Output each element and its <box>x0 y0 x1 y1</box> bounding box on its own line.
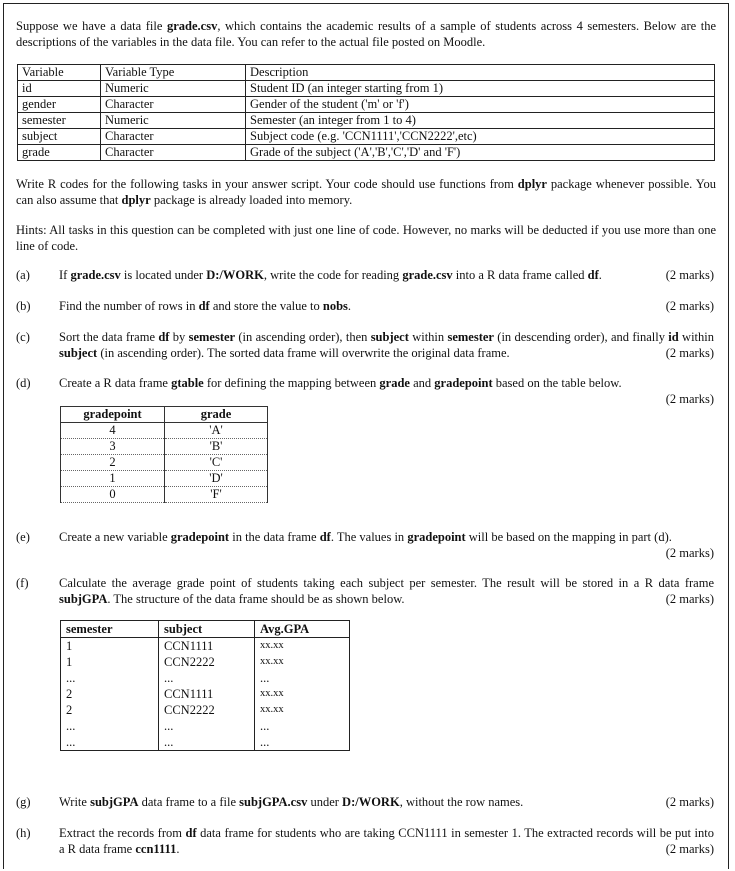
table-row: 2 'C' <box>61 455 268 471</box>
table-row: semester Numeric Semester (an integer from 1 to 4) <box>18 113 715 129</box>
table-row: 2 CCN2222 xx.xx <box>61 702 350 718</box>
table-row: 4 'A' <box>61 423 268 439</box>
table-row: grade Character Grade of the subject ('A','B','C','D' and 'F') <box>18 145 715 161</box>
table-row: 1 CCN2222 xx.xx <box>61 654 350 670</box>
table-row: semester subject Avg.GPA <box>61 621 350 638</box>
instructions-paragraph: Write R codes for the following tasks in your answer script. Your code should use functions from dplyr package whenever possible. You can also assume that dplyr package is already loaded into memory. <box>16 177 717 207</box>
intro-paragraph: Suppose we have a data file grade.csv, which contains the academic results of a sample of students across 4 semesters. Below are the descriptions of the variables in the data file. You can refer to the actual file posted on Moodle. <box>16 19 716 49</box>
table-row: gradepoint grade <box>61 407 268 423</box>
table-row: gender Character Gender of the student ('m' or 'f') <box>18 97 715 113</box>
table-row: Variable Variable Type Description <box>18 65 715 81</box>
table-row: 1 'D' <box>61 471 268 487</box>
table-row: subject Character Subject code (e.g. 'CCN1111','CCN2222',etc) <box>18 129 715 145</box>
table-row: 0 'F' <box>61 487 268 503</box>
table-row: 2 CCN1111 xx.xx <box>61 686 350 702</box>
table-row: ... ... ... <box>61 718 350 734</box>
hints-paragraph: Hints: All tasks in this question can be completed with just one line of code. However, no marks will be deducted if you use more than one line of code. <box>16 223 716 253</box>
table-row: 1 CCN1111 xx.xx <box>61 638 350 655</box>
gradepoint-table <box>60 406 268 503</box>
table-row: 3 'B' <box>61 439 268 455</box>
table-row: ... ... ... <box>61 734 350 751</box>
variables-table <box>17 64 715 161</box>
subjgpa-table <box>60 620 350 751</box>
table-row: ... ... ... <box>61 670 350 686</box>
table-row: id Numeric Student ID (an integer starting from 1) <box>18 81 715 97</box>
